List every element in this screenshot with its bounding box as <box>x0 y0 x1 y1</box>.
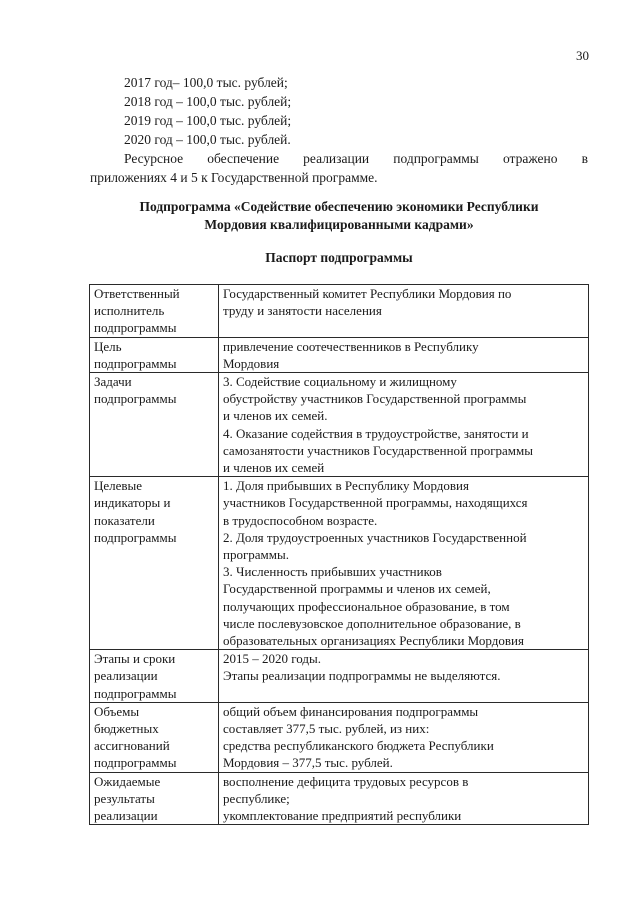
passport-value-line: 3. Содействие социальному и жилищному <box>223 374 457 390</box>
budget-line-2018: 2018 год – 100,0 тыс. рублей; <box>124 94 292 109</box>
passport-value-line: Мордовия – 377,5 тыс. рублей. <box>223 755 393 771</box>
passport-row-expected-results <box>90 772 589 825</box>
passport-label-line: подпрограммы <box>94 529 177 545</box>
resource-paragraph-line2: приложениях 4 и 5 к Государственной программе. <box>90 170 378 185</box>
passport-value-line: Этапы реализации подпрограммы не выделяются. <box>223 668 501 684</box>
passport-label-cell <box>90 650 219 703</box>
passport-value-line: труду и занятости населения <box>223 303 382 319</box>
passport-heading: Паспорт подпрограммы <box>265 250 413 265</box>
passport-value-line: числе послевузовское дополнительное образование, в <box>223 615 521 631</box>
passport-label-line: ассигнований <box>94 738 170 754</box>
passport-row-tasks <box>90 373 589 477</box>
passport-label-cell <box>90 337 219 372</box>
passport-row-goal <box>90 337 589 372</box>
passport-value-cell <box>219 650 589 703</box>
passport-value-line: республике; <box>223 790 290 806</box>
passport-value-line: средства республиканского бюджета Республики <box>223 738 494 754</box>
passport-label-line: бюджетных <box>94 721 159 737</box>
passport-row-responsible-executor <box>90 285 589 338</box>
passport-label-line: Задачи <box>94 374 132 390</box>
passport-label-line: подпрограммы <box>94 320 177 336</box>
passport-value-line: и членов их семей. <box>223 408 328 424</box>
passport-label-cell <box>90 373 219 477</box>
passport-value-line: восполнение дефицита трудовых ресурсов в <box>223 773 469 789</box>
passport-value-line: укомплектование предприятий республики <box>223 808 462 824</box>
budget-line-2020: 2020 год – 100,0 тыс. рублей. <box>124 132 291 147</box>
passport-value-line: 1. Доля прибывших в Республику Мордовия <box>223 478 469 494</box>
passport-label-line: Ответственный <box>94 286 180 301</box>
passport-value-line: Государственной программы и членов их семей, <box>223 581 491 597</box>
passport-value-line: 2015 – 2020 годы. <box>223 651 321 667</box>
passport-label-line: подпрограммы <box>94 685 177 701</box>
passport-label-line: Этапы и сроки <box>94 651 176 667</box>
passport-label-line: подпрограммы <box>94 355 177 371</box>
passport-value-cell <box>219 477 589 650</box>
passport-value-line: участников Государственной программы, находящихся <box>223 495 528 511</box>
passport-value-line: Государственный комитет Республики Мордовия по <box>223 286 512 301</box>
passport-value-line: образовательных организациях Республики Мордовия <box>223 633 524 649</box>
passport-value-line: получающих профессиональное образование, в том <box>223 598 510 614</box>
passport-label-cell <box>90 285 219 338</box>
budget-lines <box>124 73 291 149</box>
passport-label-cell <box>90 702 219 772</box>
subprogram-title-line2: Мордовия квалифицированными кадрами» <box>204 217 474 232</box>
passport-value-line: общий объем финансирования подпрограммы <box>223 703 479 719</box>
passport-label-line: реализации <box>94 668 158 684</box>
passport-value-cell <box>219 373 589 477</box>
resource-paragraph <box>90 149 588 187</box>
budget-line-2019: 2019 год – 100,0 тыс. рублей; <box>124 113 292 128</box>
passport-value-line: в трудоспособном возрасте. <box>223 512 378 528</box>
passport-value-line: программы. <box>223 547 289 563</box>
subprogram-title <box>90 198 588 234</box>
resource-paragraph-line1 <box>90 149 588 168</box>
passport-value-line: составляет 377,5 тыс. рублей, из них: <box>223 721 430 737</box>
passport-value-line: привлечение соотечественников в Республику <box>223 338 479 354</box>
passport-row-target-indicators <box>90 477 589 650</box>
passport-value-cell <box>219 285 589 338</box>
passport-value-cell <box>219 702 589 772</box>
passport-label-line: реализации <box>94 808 158 824</box>
subprogram-title-line1: Подпрограмма «Содействие обеспечению экономики Республики <box>139 199 539 214</box>
passport-label-line: показатели <box>94 512 155 528</box>
passport-label-line: Объемы <box>94 703 140 719</box>
passport-value-line: и членов их семей <box>223 460 325 476</box>
resource-word: реализации <box>303 151 370 166</box>
passport-value-line: 2. Доля трудоустроенных участников Государственной <box>223 529 527 545</box>
passport-label-line: Цель <box>94 338 122 354</box>
passport-row-stages-terms <box>90 650 589 703</box>
passport-table <box>89 284 589 825</box>
passport-value-line: 3. Численность прибывших участников <box>223 564 442 580</box>
resource-word: в <box>581 151 588 166</box>
passport-label-cell <box>90 772 219 825</box>
resource-word: Ресурсное <box>124 151 184 166</box>
passport-value-cell <box>219 772 589 825</box>
passport-value-line: 4. Оказание содействия в трудоустройстве, занятости и <box>223 425 529 441</box>
passport-label-line: Ожидаемые <box>94 773 161 789</box>
passport-label-line: индикаторы и <box>94 495 171 511</box>
passport-label-cell <box>90 477 219 650</box>
passport-label-line: Целевые <box>94 478 143 494</box>
resource-word: отражено <box>502 151 558 166</box>
budget-line-2017: 2017 год– 100,0 тыс. рублей; <box>124 75 288 90</box>
resource-word: обеспечение <box>207 151 280 166</box>
page-number: 30 <box>576 48 589 63</box>
passport-value-line: Мордовия <box>223 355 280 371</box>
passport-value-line: обустройству участников Государственной программы <box>223 391 527 407</box>
passport-row-budget-volumes <box>90 702 589 772</box>
passport-value-cell <box>219 337 589 372</box>
passport-value-line: самозанятости участников Государственной программы <box>223 442 533 458</box>
passport-label-line: исполнитель <box>94 303 165 319</box>
passport-label-line: результаты <box>94 790 155 806</box>
passport-label-line: подпрограммы <box>94 391 177 407</box>
resource-word: подпрограммы <box>393 151 479 166</box>
passport-label-line: подпрограммы <box>94 755 177 771</box>
